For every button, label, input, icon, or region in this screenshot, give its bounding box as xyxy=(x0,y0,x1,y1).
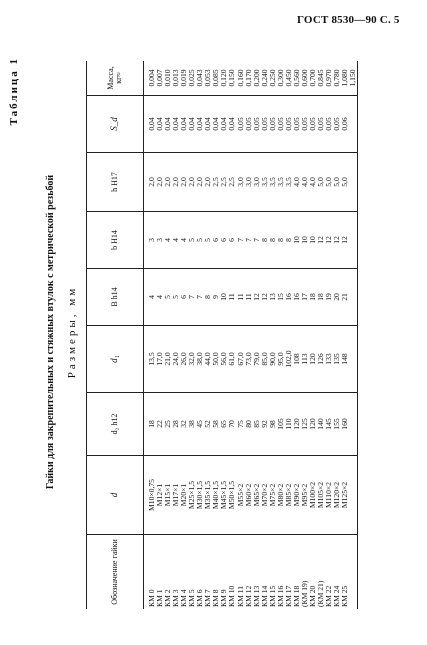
col-mass-values: 0,004 0,007 0,010 0,013 0,019 0,025 0,043 0,053 0,085 0,120 0,150 0,160 0,170 0,200 0,240 0,250 0,300 0,450 0,560 0,600 0,700 0,845 0,970 0,780 1,080 1,150 xyxy=(144,61,358,96)
col-d2-header: d₂ h12 xyxy=(87,393,144,456)
col-B-values: 4 4 5 5 6 7 7 8 9 10 11 11 11 12 12 13 15 16 16 17 18 18 19 20 21 xyxy=(144,269,358,326)
col-d-values: М10×0,75 М12×1 М15×1 М17×1 М20×1 М25×1,5 М30×1,5 М35×1,5 М40×1,5 М45×1,5 М50×1,5 М55×2 М60×2 М65×2 М70×2 М75×2 М80×2 М85×2 М90×2 М95×2 М100×2 М105×2 М110×2 М120×2 М125×2 xyxy=(144,456,358,535)
col-h-values: 2,0 2,0 2,0 2,0 2,0 2,0 2,0 2,0 2,5 2,5 2,5 3,0 3,0 3,0 3,5 3,5 3,5 3,5 4,0 4,0 4,0 5,0 5,0 5,0 5,0 xyxy=(144,153,358,212)
col-d2-values: 18 22 25 28 32 38 45 52 58 65 70 75 80 85 92 98 105 110 120 125 120 140 145 155 160 xyxy=(144,393,358,456)
col-d-symbol: d xyxy=(109,492,120,498)
col-b-values: 3 3 4 4 4 5 5 5 6 6 6 7 7 7 8 8 8 8 10 10 10 12 12 12 12 xyxy=(144,212,358,269)
col-designation-header: Обозначение гайки xyxy=(87,535,144,610)
col-d1-symbol: d₁ xyxy=(109,355,120,363)
col-B-header: B h14 xyxy=(87,269,144,326)
rotated-table-region xyxy=(0,37,427,627)
table-title: Гайки для закрепительных и стяжных втулок с метрической резьбой xyxy=(45,174,56,490)
table-label: Таблица 1 xyxy=(8,57,20,126)
col-d-header xyxy=(87,456,144,535)
dimensions-label: Размеры, мм xyxy=(66,285,78,379)
col-S-header xyxy=(87,96,144,153)
col-h-header: h H17 xyxy=(87,153,144,212)
col-S-symbol: S_d xyxy=(109,117,120,131)
col-b-header: b H14 xyxy=(87,212,144,269)
table-header-row xyxy=(87,61,144,609)
nut-dimensions-table xyxy=(86,61,358,609)
table-body-row xyxy=(144,61,358,609)
col-S-values: 0,04 0,04 0,04 0,04 0,04 0,04 0,04 0,04 0,04 0,04 0,04 0,05 0,05 0,05 0,05 0,05 0,05 0,05 0,05 0,05 0,05 0,05 0,05 0,05 0,06 xyxy=(144,96,358,153)
col-designation-values: КМ 0 КМ 1 КМ 2 КМ 3 КМ 4 КМ 5 КМ 6 КМ 7 КМ 8 КМ 9 КМ 10 КМ 11 КМ 12 КМ 13 КМ 14 КМ 15 КМ 16 КМ 17 КМ 18 (КМ 19) КМ 20 (КМ 21) КМ 22 КМ 24 КМ 25 xyxy=(144,535,358,610)
col-mass-header: Масса, кг≈ xyxy=(87,61,144,96)
page-header: ГОСТ 8530—90 С. 5 xyxy=(297,14,400,26)
col-d1-values: 13,5 17,0 21,0 24,0 26,0 32,0 38,0 44,0 50,0 56,0 61,0 67,0 73,0 79,0 85,0 90,0 95,0 102,0 108 113 120 126 133 135 148 xyxy=(144,326,358,393)
col-d1-header xyxy=(87,326,144,393)
